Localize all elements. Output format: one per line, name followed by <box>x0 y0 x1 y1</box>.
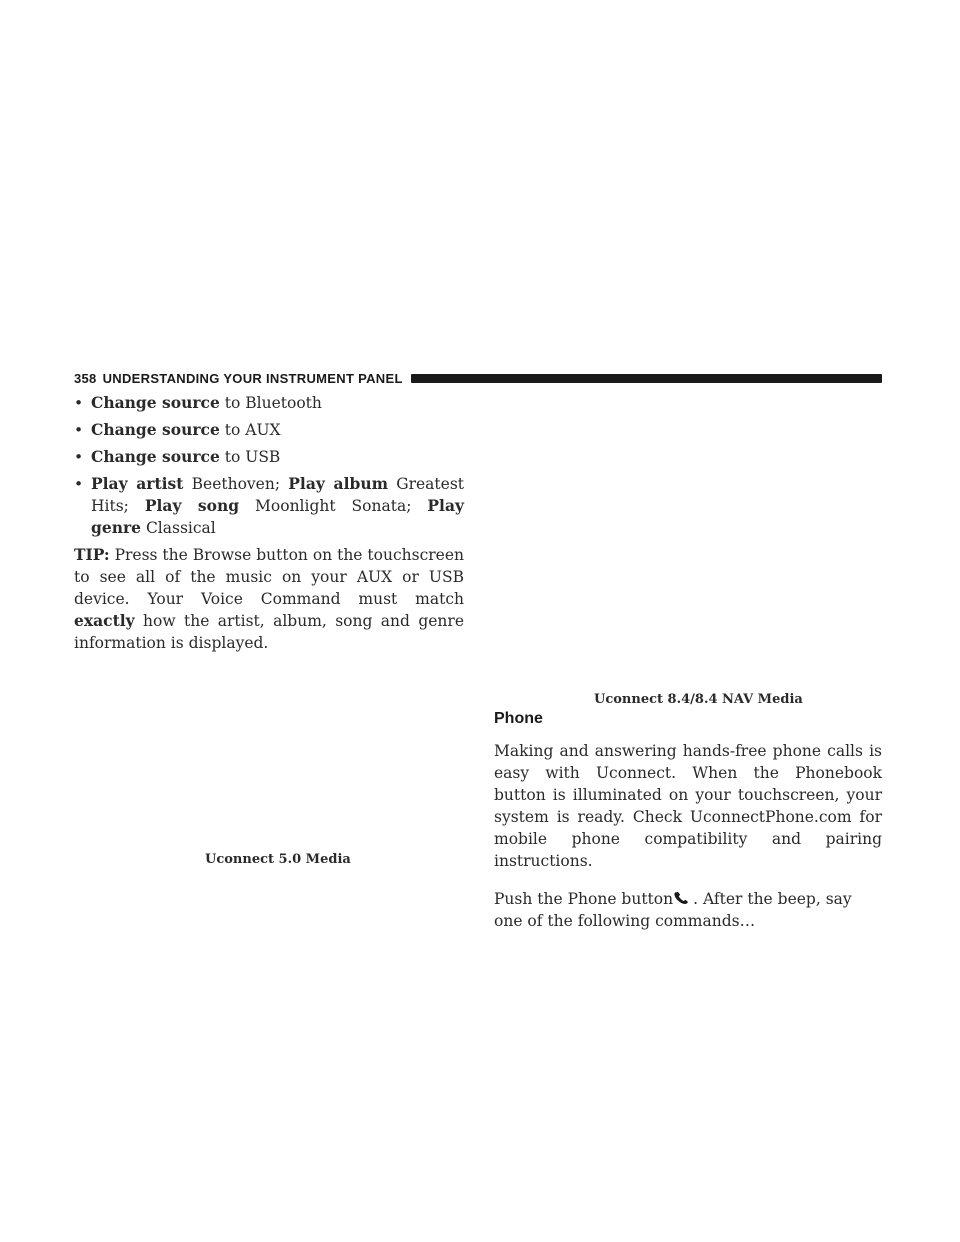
tip-text: Press the Browse button on the touchscreen to see all of the music on your AUX or USB device. Your Voice Command must match <box>74 546 464 608</box>
list-item <box>74 473 464 539</box>
figure-caption-right: Uconnect 8.4/8.4 NAV Media <box>594 692 803 707</box>
tip-emphasis: exactly <box>74 611 135 630</box>
left-column <box>74 392 464 670</box>
bullet-dot: • <box>74 448 84 466</box>
command-text: Greatest Hits; <box>91 475 465 515</box>
command-text: to Bluetooth <box>224 394 322 412</box>
command-text: to AUX <box>224 421 281 439</box>
tip-paragraph <box>74 544 464 654</box>
command-keyword: Play genre <box>91 496 464 537</box>
phone-handset-icon <box>673 889 693 903</box>
bullet-dot: • <box>74 421 84 439</box>
header-rule <box>411 374 882 383</box>
command-keyword: Change source <box>91 420 220 439</box>
bullet-dot: • <box>74 394 84 412</box>
command-text: Beethoven; <box>191 475 281 493</box>
instruction-text-end: . After the beep, say one of the following commands… <box>494 889 852 930</box>
command-text: Classical <box>145 519 216 537</box>
figure-caption-left: Uconnect 5.0 Media <box>205 852 351 867</box>
command-keyword: Change source <box>91 393 220 412</box>
page-header <box>74 368 882 388</box>
command-keyword: Play song <box>144 496 240 515</box>
right-column <box>494 710 882 947</box>
command-keyword: Play album <box>288 474 388 493</box>
command-keyword: Play artist <box>91 474 184 493</box>
list-item <box>74 392 464 414</box>
phone-instruction <box>494 888 882 932</box>
list-item <box>74 419 464 441</box>
phone-paragraph: Making and answering hands-free phone calls is easy with Uconnect. When the Phonebook button is illuminated on your touchscreen, your system is ready. Check UconnectPhone.com for mobile phone compatibility and pairing instructions. <box>494 742 882 870</box>
command-text: to USB <box>224 448 281 466</box>
command-keyword: Change source <box>91 447 220 466</box>
tip-label: TIP: <box>74 545 110 564</box>
bullet-dot: • <box>74 475 84 493</box>
page-number: 358 <box>74 370 97 386</box>
section-title: UNDERSTANDING YOUR INSTRUMENT PANEL <box>102 370 403 386</box>
list-item <box>74 446 464 468</box>
section-heading: Phone <box>494 710 543 727</box>
command-text: Moonlight Sonata; <box>255 497 412 515</box>
instruction-text: Push the Phone button <box>494 889 674 908</box>
tip-text-end: how the artist, album, song and genre information is displayed. <box>74 612 464 652</box>
